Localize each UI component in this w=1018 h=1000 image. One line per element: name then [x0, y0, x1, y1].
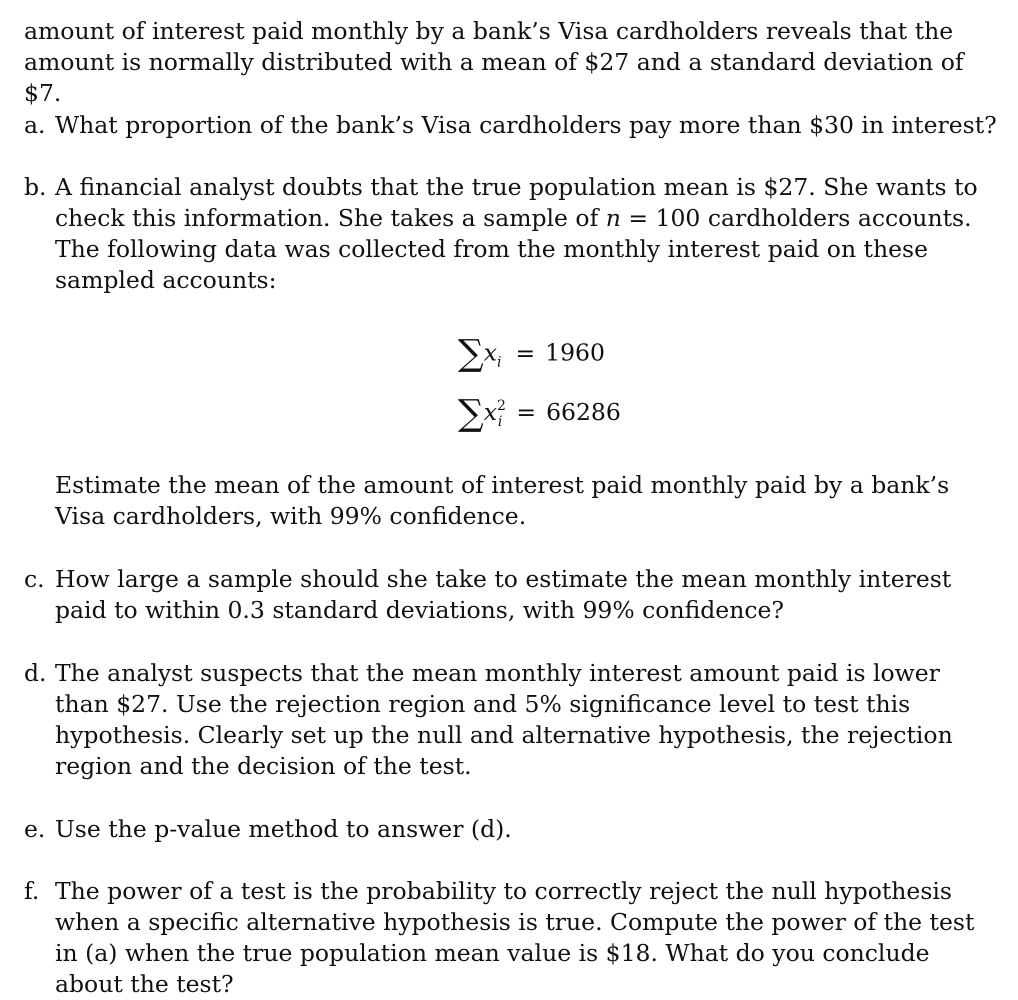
question-b-label: b. — [24, 173, 47, 201]
sum-x-value: 1960 — [545, 338, 605, 367]
question-a-label: a. — [24, 111, 46, 139]
question-a — [24, 110, 999, 141]
formula-2-superscript: 2 — [496, 398, 506, 414]
sum-x-formula — [458, 333, 605, 379]
question-b — [24, 172, 999, 296]
question-b-text-part1: A financial analyst doubts that the true population mean is $27. She wants to check this information. She takes a sample of — [55, 173, 978, 232]
question-b-estimate-text: Estimate the mean of the amount of interest paid monthly paid by a bank’s Visa cardholders, with 99% confidence. — [55, 471, 950, 530]
question-d-text: The analyst suspects that the mean monthly interest amount paid is lower than $27. Use the rejection region and 5% significance level to test this hypothesis. Clearly set up the null and alternative hypothesis, the rejection region and the decision of the test. — [55, 659, 953, 780]
question-e-label: e. — [24, 815, 46, 843]
formula-2-subscript: i — [497, 414, 503, 430]
sample-size-value: 100 — [655, 204, 701, 232]
sum-x-squared-formula — [458, 391, 621, 438]
question-f-text: The power of a test is the probability to correctly reject the null hypothesis when a specific alternative hypothesis is true. Compute the power of the test in (a) when the true population mean value is $18. What do you conclude about the test? — [55, 877, 975, 998]
question-b-estimate — [24, 470, 999, 532]
question-c — [24, 564, 999, 626]
question-f — [24, 876, 999, 1000]
question-b-text — [55, 172, 999, 296]
intro-paragraph: amount of interest paid monthly by a bank’s Visa cardholders reveals that the amount is normally distributed with a mean of $27 and a standard deviation of $7. — [24, 17, 964, 107]
sample-size-equals: = — [620, 204, 656, 232]
sum-x-squared-value: 66286 — [546, 398, 621, 426]
formula-1-equals: = — [515, 338, 536, 367]
formula-1-variable: x — [483, 338, 497, 367]
question-c-text: How large a sample should she take to estimate the mean monthly interest paid to within 0.3 standard deviations, with 99% confidence? — [55, 565, 952, 624]
formula-2-variable: x — [483, 398, 497, 426]
summation-icon: ∑ — [458, 333, 484, 374]
question-c-label: c. — [24, 565, 45, 593]
question-d-label: d. — [24, 659, 47, 687]
question-a-text: What proportion of the bank’s Visa cardholders pay more than $30 in interest? — [55, 111, 997, 139]
sample-size-variable: n — [605, 204, 621, 232]
formula-2-equals: = — [516, 398, 537, 426]
question-f-label: f. — [24, 877, 40, 905]
formula-1-subscript: i — [496, 354, 502, 371]
question-e-text: Use the p-value method to answer (d). — [55, 815, 512, 843]
question-d — [24, 658, 999, 782]
summation-icon: ∑ — [458, 392, 484, 434]
question-b-text-part2: cardholders accounts. The following data was collected from the monthly interest paid on these sampled accounts: — [55, 204, 972, 294]
question-e — [24, 814, 999, 845]
